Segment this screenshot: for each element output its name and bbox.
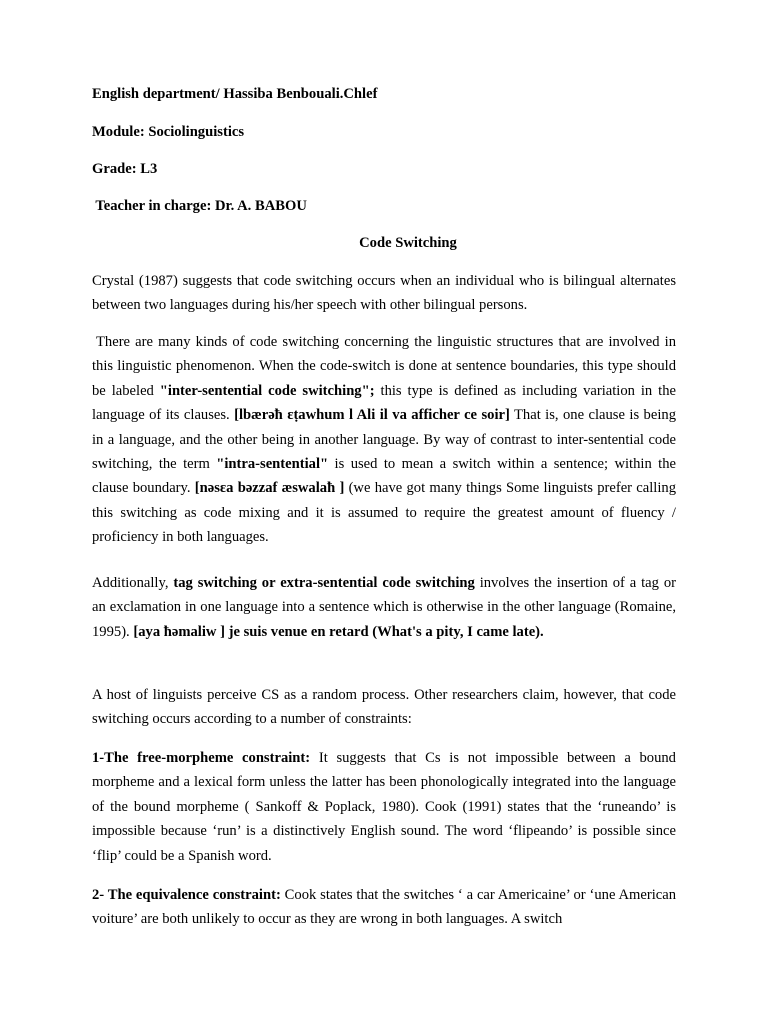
example-tag-switching: [aya ħəmaliw ] je suis venue en retard (What's a pity, I came late).: [133, 623, 544, 640]
example-intra-sentential: [nəsɛa bəzzaf æswalaħ ]: [194, 480, 345, 497]
paragraph-equivalence: 2- The equivalence constraint: Cook states that the switches ‘ a car Americaine’ or ‘une American voiture’ are both unlikely to occur as they are wrong in both languages. A switch: [92, 887, 676, 928]
term-free-morpheme: 1-The free-morpheme constraint:: [92, 750, 311, 766]
term-intra-sentential: "intra-sentential": [216, 456, 329, 473]
module-line: Module: Sociolinguistics: [92, 124, 245, 140]
example-inter-sentential: [lbærəħ ɛṭawhum l Ali il va afficher ce soir]: [234, 407, 510, 424]
term-inter-sentential: "inter-sentential code switching";: [159, 382, 375, 399]
term-equivalence: 2- The equivalence constraint:: [92, 887, 281, 903]
paragraph-tag-switching: Additionally, tag switching or extra-sentential code switching involves the insertion of a tag or an exclamation in one language into a sentence which is otherwise in the other language (Romaine, 1995). [aya ħəmaliw ] je suis venue en retard (What's a pity, I came late).: [92, 575, 677, 640]
paragraph-crystal: Crystal (1987) suggests that code switching occurs when an individual who is bilingual alternates between two languages during his/her speech with other bilingual persons.: [92, 273, 676, 314]
paragraph-constraints-intro: A host of linguists perceive CS as a random process. Other researchers claim, however, that code switching occurs according to a number of constraints:: [92, 687, 676, 728]
grade-line: Grade: L3: [92, 161, 158, 177]
term-tag-switching: tag switching or extra-sentential code switching: [173, 575, 475, 591]
teacher-line: Teacher in charge: Dr. A. BABOU: [92, 198, 307, 214]
paragraph-free-morpheme: 1-The free-morpheme constraint: It suggests that Cs is not impossible between a bound morpheme and a lexical form unless the latter has been phonologically integrated into the language of the bound morpheme ( Sankoff & Poplack, 1980). Cook (1991) states that the ‘runeando’ is impossible because ‘run’ is a distinctively English sound. The word ‘flipeando’ is possible since ‘flip’ could be a Spanish word.: [92, 750, 676, 864]
document-title: Code Switching: [359, 235, 457, 251]
paragraph-types: There are many kinds of code switching concerning the linguistic structures that are involved in this linguistic phenomenon. When the code-switch is done at sentence boundaries, this type should be labeled "inter-sentential code switching"; this type is defined as including variation in the language of its clauses. [lbærəħ ɛṭawhum l Ali il va afficher ce soir] That is, one clause is being in a language, and the other being in another language. By way of contrast to inter-sentential code switching, the term "intra-sentential" is used to mean a switch within a sentence; within the clause boundary. [nəsɛa bəzzaf æswalaħ ] (we have got many things Some linguists prefer calling this switching as code mixing and it is assumed to require the greatest amount of fluency / proficiency in both languages.: [92, 334, 677, 546]
department-line: English department/ Hassiba Benbouali.Chlef: [92, 86, 378, 102]
